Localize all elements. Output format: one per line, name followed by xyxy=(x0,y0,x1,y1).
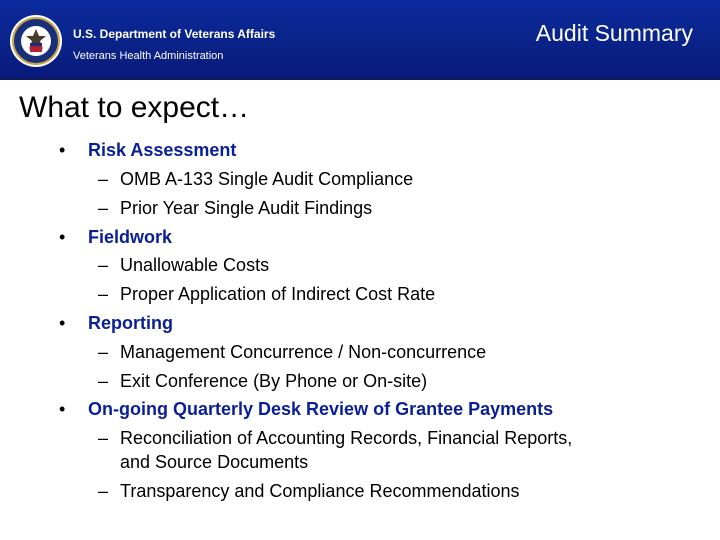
sub-bullet-dash: – xyxy=(98,198,109,218)
sub-bullet-text: Reconciliation of Accounting Records, Financial Reports, xyxy=(120,428,573,448)
bullet-marker: • xyxy=(59,140,66,160)
bullet-item-label: On-going Quarterly Desk Review of Grantee Payments xyxy=(88,399,554,419)
sub-bullet-dash: – xyxy=(98,169,109,189)
slide-title: Audit Summary xyxy=(535,20,693,46)
sub-bullet-dash: – xyxy=(98,481,109,501)
sub-bullet-text: Management Concurrence / Non-concurrence xyxy=(120,342,487,362)
sub-bullet-dash: – xyxy=(98,284,109,304)
sub-bullet-text: Exit Conference (By Phone or On-site) xyxy=(120,371,428,391)
bullet-marker: • xyxy=(59,313,66,333)
sub-bullet-dash: – xyxy=(98,371,109,391)
sub-bullet-text: and Source Documents xyxy=(120,452,309,472)
bullet-marker: • xyxy=(59,227,66,247)
bullet-item-label: Fieldwork xyxy=(88,227,173,247)
sub-bullet-text: Proper Application of Indirect Cost Rate xyxy=(120,284,436,304)
sub-bullet-dash: – xyxy=(98,428,109,448)
sub-bullet-text: OMB A-133 Single Audit Compliance xyxy=(120,169,414,189)
page-heading: What to expect… xyxy=(19,91,250,124)
agency-name: U.S. Department of Veterans Affairs xyxy=(73,27,276,41)
sub-bullet-text: Prior Year Single Audit Findings xyxy=(120,198,373,218)
sub-bullet-dash: – xyxy=(98,342,109,362)
sub-bullet-dash: – xyxy=(98,255,109,275)
bullet-marker: • xyxy=(59,399,66,419)
sub-bullet-text: Unallowable Costs xyxy=(120,255,270,275)
sub-agency-name: Veterans Health Administration xyxy=(73,50,224,62)
bullet-item-label: Reporting xyxy=(88,313,173,333)
bullet-item-label: Risk Assessment xyxy=(88,140,237,160)
sub-bullet-text: Transparency and Compliance Recommendations xyxy=(120,481,520,501)
